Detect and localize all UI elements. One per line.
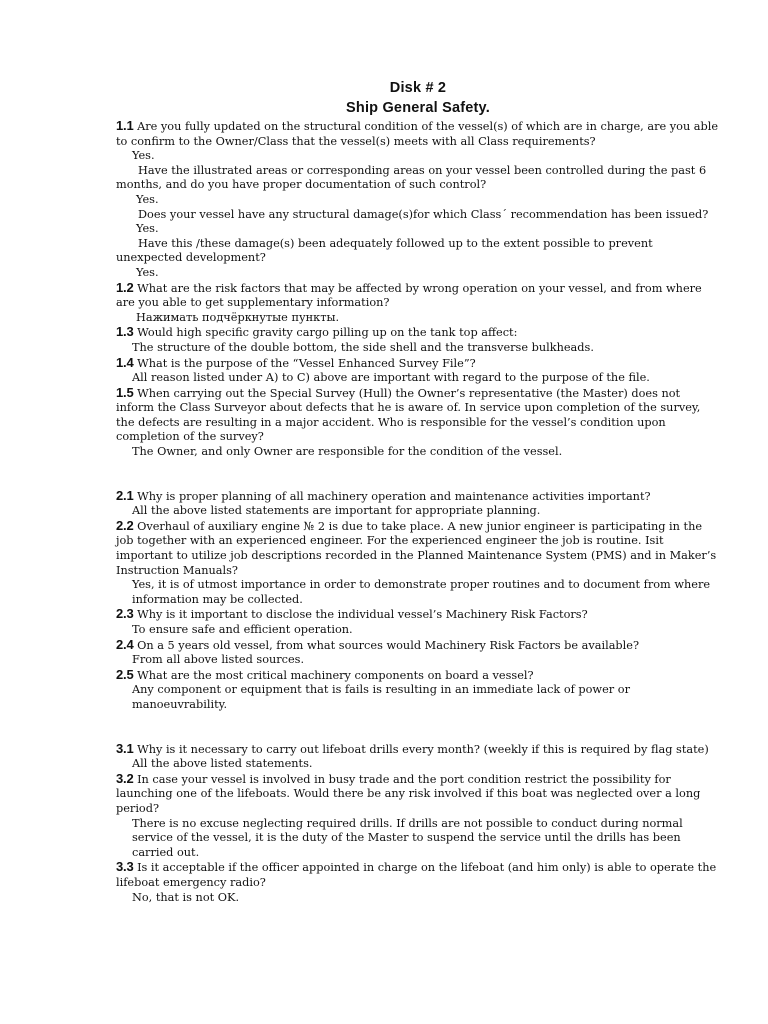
question-number: 1.5: [116, 384, 134, 400]
subquestion-1-1-c: Have this /these damage(s) been adequately followed up to the extent possible to prevent unexpected development?: [116, 236, 653, 265]
question-text: Why is proper planning of all machinery operation and maintenance activities important?: [137, 489, 651, 503]
answer-2-4: From all above listed sources.: [132, 653, 305, 667]
question-text: What are the most critical machinery components on board a vessel?: [137, 668, 534, 682]
question-text: Why is it necessary to carry out lifeboat drills every month? (weekly if this is required by flag state): [137, 742, 709, 756]
question-text: Would high specific gravity cargo pilling up on the tank top affect:: [137, 326, 518, 340]
question-text: Are you fully updated on the structural condition of the vessel(s) of which are in charge, are you able to confirm to the Owner/Class that the vessel(s) meets with all Class requirements?: [116, 120, 719, 148]
question-text: What are the risk factors that may be affected by wrong operation on your vessel, and from where are you able to get supplementary information?: [116, 281, 702, 310]
answer-1-3: The structure of the double bottom, the side shell and the transverse bulkheads.: [132, 340, 594, 354]
question-number: 1.2: [116, 279, 134, 295]
section-3: [116, 742, 720, 906]
answer-1-2: Нажимать подчёркнутые пункты.: [136, 310, 340, 324]
question-1-1: [116, 119, 720, 149]
answer-3-2: There is no excuse neglecting required drills. If drills are not possible to conduct during normal service of the vessel, it is the duty of the Master to suspend the service until the drills has been carried out.: [132, 816, 683, 859]
question-text: Is it acceptable if the officer appointed in charge on the lifeboat (and him only) is able to operate the lifeboat emergency radio?: [116, 861, 717, 889]
question-1-2: [116, 281, 720, 311]
question-number: 1.4: [116, 354, 134, 370]
question-text: In case your vessel is involved in busy trade and the port condition restrict the possibility for launching one of the lifeboats. Would there be any risk involved if this boat was neglected over a long period?: [116, 772, 701, 815]
question-text: When carrying out the Special Survey (Hull) the Owner’s representative (the Master) does not inform the Class Surveyor about defects that he is aware of. In service upon completion of the survey, the defects are resulting in a major accident. Who is responsible for the vessel’s condition upon completion of the survey?: [116, 386, 701, 444]
question-number: 2.2: [116, 517, 134, 533]
question-number: 1.3: [116, 324, 134, 340]
answer-1-1-c: Yes.: [136, 265, 159, 279]
question-number: 2.5: [116, 666, 134, 682]
question-number: 1.1: [116, 118, 134, 133]
answer-2-1: All the above listed statements are important for appropriate planning.: [132, 504, 541, 518]
question-2-5: [116, 668, 720, 684]
question-1-3: [116, 325, 720, 341]
question-2-3: [116, 607, 720, 623]
question-2-2: [116, 519, 720, 578]
answer-1-1: Yes.: [132, 149, 155, 163]
answer-1-4: All reason listed under A) to C) above are important with regard to the purpose of the file.: [132, 371, 650, 385]
question-number: 3.2: [116, 770, 134, 786]
answer-1-1-b: Yes.: [136, 222, 159, 236]
question-number: 3.1: [116, 740, 134, 756]
question-text: Overhaul of auxiliary engine № 2 is due to take place. A new junior engineer is participating in the job together with an experienced engineer. For the experienced engineer the job is routine. Isit important to utilize job descriptions recorded in the Planned Maintenance System (PMS) and in Maker’s Instruction Manuals?: [116, 519, 717, 577]
section-gap: [116, 460, 720, 489]
section-2: [116, 489, 720, 713]
question-3-1: [116, 742, 720, 758]
question-text: On a 5 years old vessel, from what sources would Machinery Risk Factors be available?: [137, 638, 640, 652]
question-3-3: [116, 860, 720, 890]
section-1: [116, 119, 720, 460]
answer-3-3: No, that is not OK.: [132, 890, 240, 904]
subquestion-1-1-a: Have the illustrated areas or corresponding areas on your vessel been controlled during the past 6 months, and do you have proper documentation of such control?: [116, 163, 707, 192]
answer-2-3: To ensure safe and efficient operation.: [132, 623, 353, 636]
answer-1-5: The Owner, and only Owner are responsible for the condition of the vessel.: [132, 445, 563, 459]
answer-2-2: Yes, it is of utmost importance in order to demonstrate proper routines and to document from where information may be collected.: [132, 578, 711, 606]
question-number: 3.3: [116, 859, 134, 875]
question-3-2: [116, 772, 720, 817]
question-2-4: [116, 638, 720, 654]
question-2-1: [116, 489, 720, 505]
subquestion-1-1-b: Does your vessel have any structural damage(s)for which Class´ recommendation has been issued?: [138, 207, 709, 221]
question-1-5: [116, 386, 720, 445]
section-gap: [116, 713, 720, 742]
question-1-4: [116, 356, 720, 372]
question-number: 2.3: [116, 606, 134, 622]
question-number: 2.4: [116, 636, 134, 652]
answer-1-1-a: Yes.: [136, 192, 159, 206]
question-text: Why is it important to disclose the individual vessel’s Machinery Risk Factors?: [137, 608, 588, 622]
question-number: 2.1: [116, 487, 134, 503]
answer-2-5: Any component or equipment that is fails is resulting in an immediate lack of power or manoeuvrability.: [132, 683, 630, 711]
document-subtitle: Ship General Safety.: [346, 100, 490, 116]
answer-3-1: All the above listed statements.: [132, 757, 313, 771]
question-text: What is the purpose of the “Vessel Enhanced Survey File”?: [137, 356, 476, 370]
document-page: [116, 78, 720, 905]
document-title: Disk # 2: [389, 80, 447, 96]
